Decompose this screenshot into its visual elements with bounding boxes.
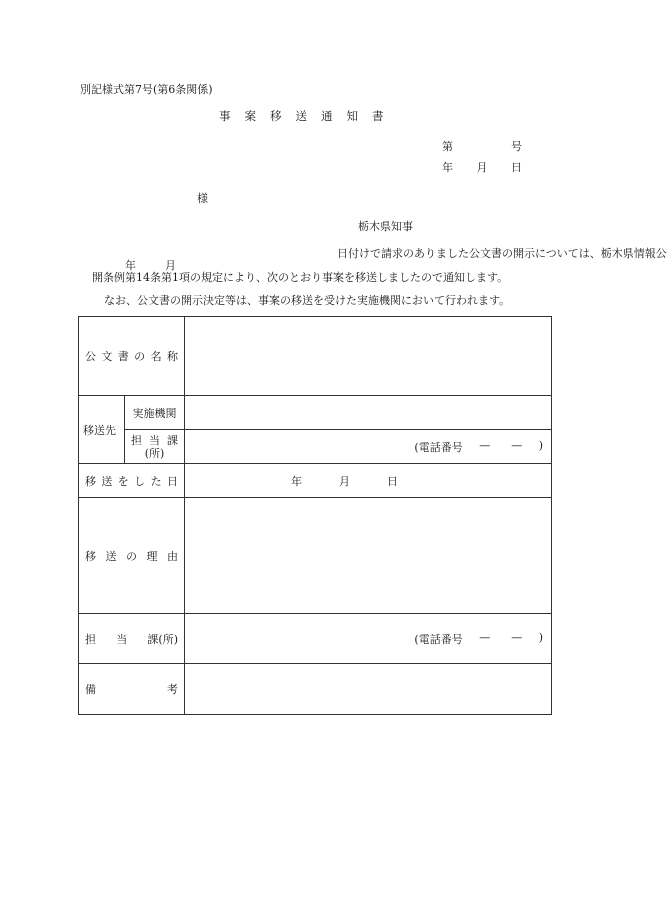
section-label: 担 当 課 (所)	[125, 430, 185, 464]
issue-month: 月	[476, 161, 488, 174]
sender: 栃木県知事	[358, 220, 413, 233]
table-row	[79, 498, 552, 614]
number-suffix: 号	[511, 140, 522, 153]
body-month: 月	[165, 259, 176, 272]
contact-label: 担 当 課(所)	[79, 614, 185, 664]
body-line-1-text: 日付けで請求のありました公文書の開示については、栃木県情報公	[337, 247, 667, 260]
table-row	[79, 464, 552, 498]
transfer-month: 月	[339, 474, 350, 488]
document-number	[442, 138, 522, 154]
form-label: 別記様式第7号(第6条関係)	[80, 83, 213, 96]
agency-label: 実施機関	[125, 396, 185, 430]
section-sub: (所)	[144, 446, 165, 460]
document-title: 事案移送通知書	[219, 109, 398, 123]
table-row	[79, 614, 552, 664]
body-year: 年	[125, 259, 136, 272]
contact-phone-number: (電話番号 — — )	[414, 630, 543, 646]
doc-name-label: 公 文 書 の 名 称	[79, 317, 185, 396]
transfer-year: 年	[291, 474, 302, 488]
reason-field[interactable]	[185, 498, 552, 614]
body-line-2: 開条例第14条第1項の規定により、次のとおり事案を移送しましたので通知します。	[92, 271, 509, 284]
transfer-table	[78, 316, 552, 715]
body-line-3: なお、公文書の開示決定等は、事案の移送を受けた実施機関において行われます。	[104, 294, 511, 307]
agency-field[interactable]	[185, 396, 552, 430]
transfer-date-label: 移 送 を し た 日	[79, 464, 185, 498]
body-line-1	[92, 245, 667, 272]
reason-label: 移 送 の 理 由	[79, 498, 185, 614]
contact-field[interactable]	[185, 614, 552, 664]
phone-number: (電話番号 — — )	[414, 438, 543, 454]
table-row	[79, 430, 552, 464]
issue-day: 日	[511, 161, 522, 174]
remarks-field[interactable]	[185, 664, 552, 715]
transfer-date-field[interactable]	[185, 464, 552, 498]
table-row	[79, 664, 552, 715]
issue-year: 年	[442, 161, 453, 174]
number-prefix: 第	[442, 140, 453, 153]
issue-date	[442, 159, 522, 175]
transfer-day: 日	[387, 474, 398, 488]
addressee: 様	[197, 192, 208, 205]
table-row	[79, 396, 552, 430]
transfer-to-label: 移送先	[79, 396, 125, 464]
section-field[interactable]	[185, 430, 552, 464]
doc-name-field[interactable]	[185, 317, 552, 396]
table-row	[79, 317, 552, 396]
remarks-label: 備 考	[79, 664, 185, 715]
